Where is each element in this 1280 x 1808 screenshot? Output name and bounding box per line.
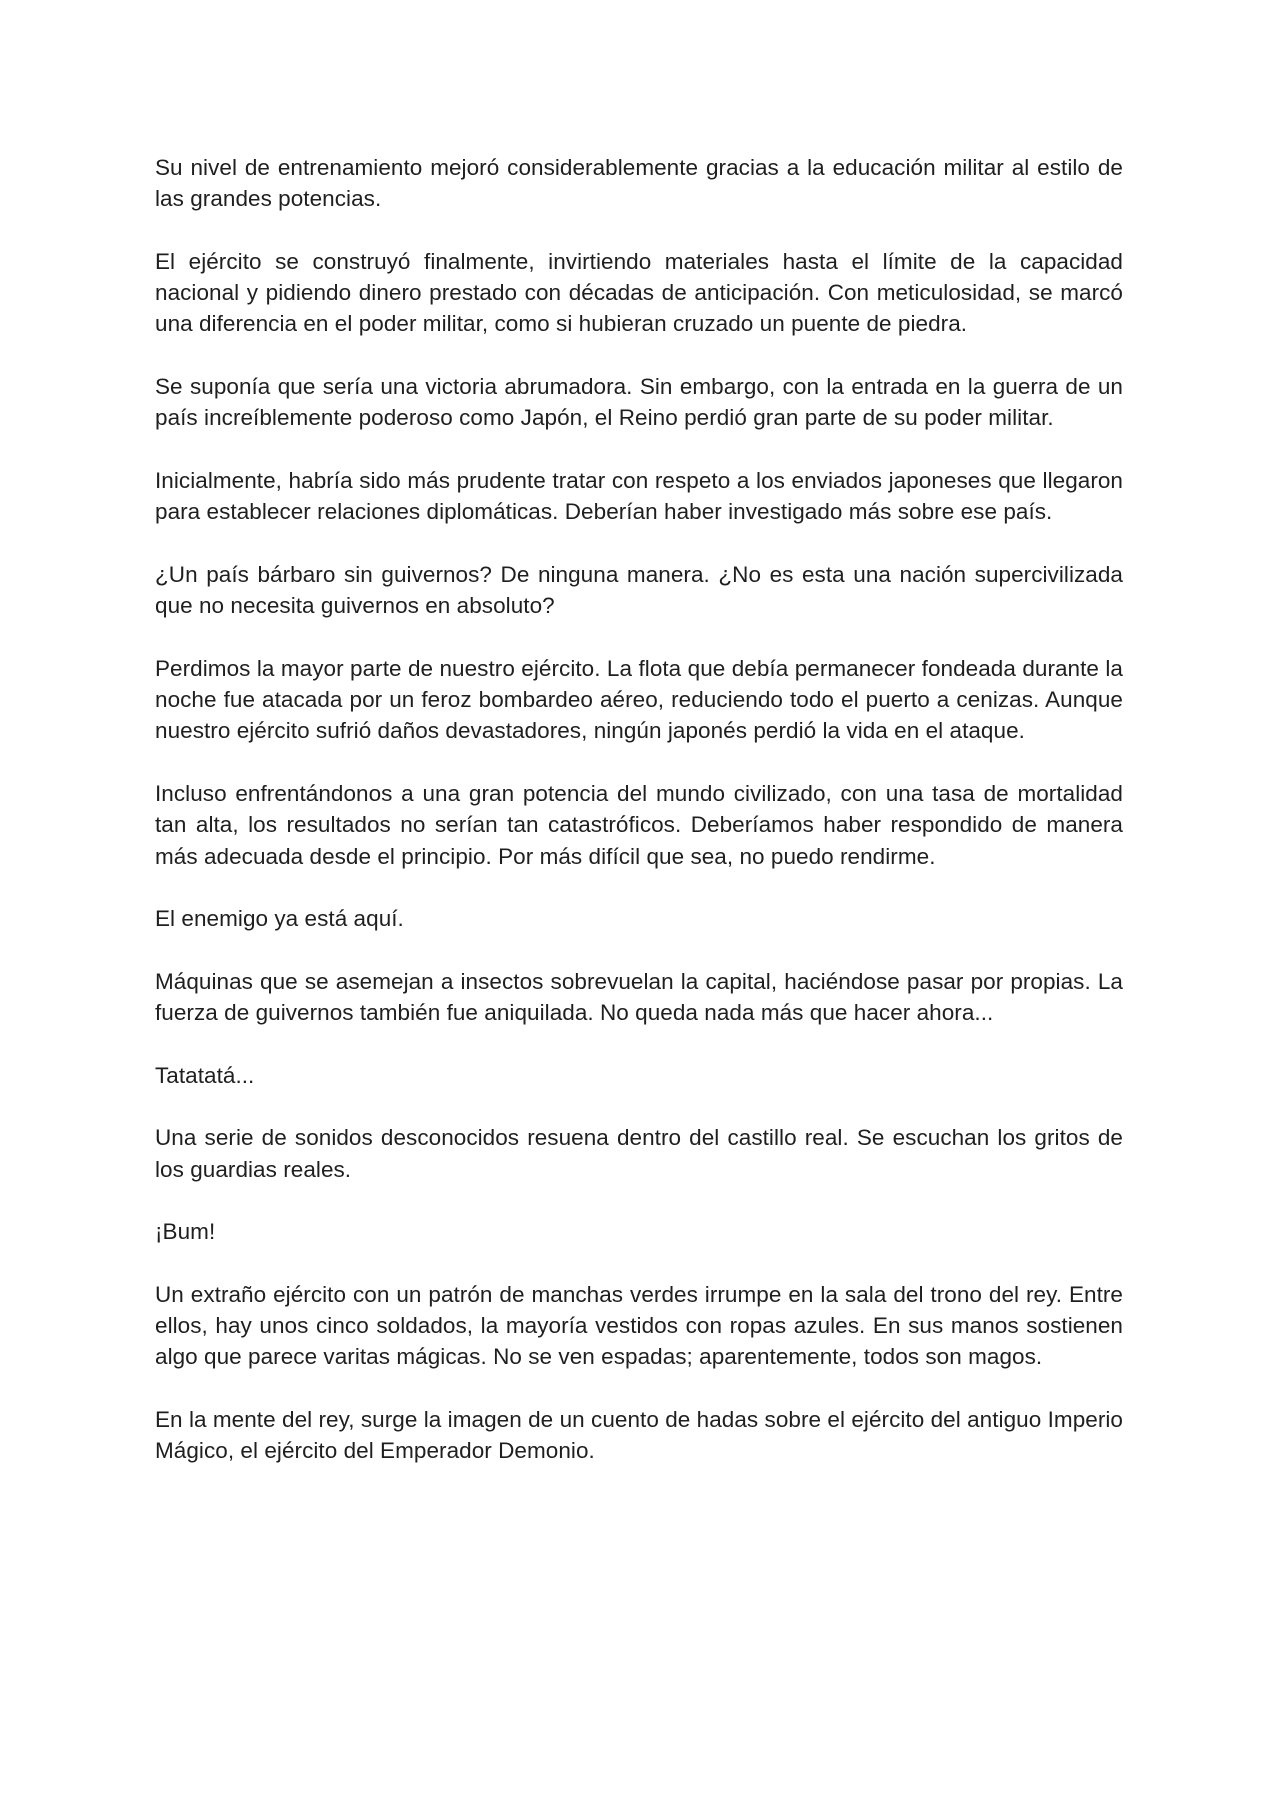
paragraph: En la mente del rey, surge la imagen de un cuento de hadas sobre el ejército del antiguo Imperio Mágico, el ejército del Emperador Demonio. <box>155 1406 1123 1464</box>
paragraph: Se suponía que sería una victoria abrumadora. Sin embargo, con la entrada en la guerra de un país increíblemente poderoso como Japón, el Reino perdió gran parte de su poder militar. <box>155 374 1123 431</box>
paragraph: Incluso enfrentándonos a una gran potencia del mundo civilizado, con una tasa de mortalidad tan alta, los resultados no serían tan catastróficos. Deberíamos haber respondido de manera más adecuada desde el principio. Por más difícil que sea, no puedo rendirme. <box>155 780 1123 869</box>
paragraph: Inicialmente, habría sido más prudente tratar con respeto a los enviados japoneses que llegaron para establecer relaciones diplomáticas. Deberían haber investigado más sobre ese país. <box>155 467 1123 525</box>
paragraph: ¿Un país bárbaro sin guivernos? De ninguna manera. ¿No es esta una nación supercivilizada que no necesita guivernos en absoluto? <box>155 561 1123 619</box>
paragraph: El enemigo ya está aquí. <box>155 906 404 932</box>
paragraph: Máquinas que se asemejan a insectos sobrevuelan la capital, haciéndose pasar por propias. La fuerza de guivernos también fue aniquilada. No queda nada más que hacer ahora... <box>155 968 1123 1026</box>
paragraph: ¡Bum! <box>155 1219 216 1245</box>
paragraph: Una serie de sonidos desconocidos resuena dentro del castillo real. Se escuchan los gritos de los guardias reales. <box>155 1125 1123 1182</box>
paragraph: Un extraño ejército con un patrón de manchas verdes irrumpe en la sala del trono del rey. Entre ellos, hay unos cinco soldados, la mayoría vestidos con ropas azules. En sus manos sostienen algo que parece varitas mágicas. No se ven espadas; aparentemente, todos son magos. <box>155 1281 1123 1370</box>
paragraph: Tatatatá... <box>155 1062 255 1088</box>
paragraph: El ejército se construyó finalmente, invirtiendo materiales hasta el límite de la capacidad nacional y pidiendo dinero prestado con décadas de anticipación. Con meticulosidad, se marcó una diferencia en el poder militar, como si hubieran cruzado un puente de piedra. <box>155 248 1123 337</box>
paragraph: Su nivel de entrenamiento mejoró considerablemente gracias a la educación militar al estilo de las grandes potencias. <box>155 155 1123 212</box>
document-body <box>155 152 1123 1498</box>
paragraph: Perdimos la mayor parte de nuestro ejército. La flota que debía permanecer fondeada durante la noche fue atacada por un feroz bombardeo aéreo, reduciendo todo el puerto a cenizas. Aunque nuestro ejército sufrió daños devastadores, ningún japonés perdió la vida en el ataque. <box>155 655 1123 744</box>
